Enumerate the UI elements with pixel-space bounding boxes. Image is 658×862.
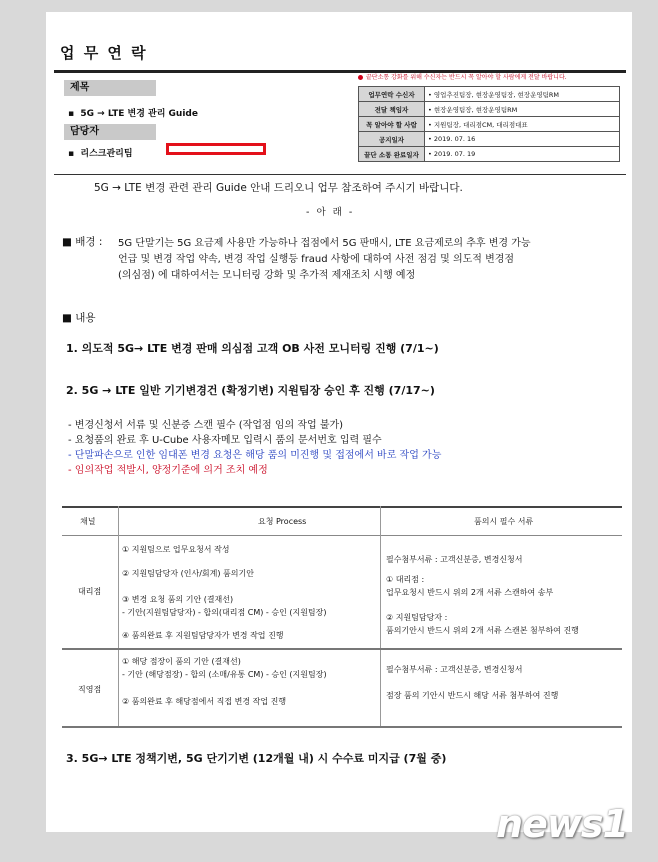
section-3: 3. 5G→ LTE 정책기변, 5G 단기기변 (12개월 내) 시 수수료 미지급 (7월 중) xyxy=(66,752,447,765)
table-row xyxy=(359,87,620,102)
owner-label: 담당자 xyxy=(64,124,156,140)
process-step: - 기안(지원팀담당자) - 합의(대리점 CM) - 승인 (지원팀장) xyxy=(122,608,327,617)
doc-req: ① 대리점 : xyxy=(386,575,425,584)
list-item: - 요청품의 완료 후 U-Cube 사용자메모 입력시 품의 문서번호 입력 필수 xyxy=(68,435,382,446)
process-step: ① 지원팀으로 업무요청서 작성 xyxy=(122,545,230,554)
row-divider xyxy=(62,648,622,650)
list-item: - 단말파손으로 인한 임대폰 변경 요청은 해당 품의 미진행 및 접점에서 바로 작업 가능 xyxy=(68,450,442,461)
subject-text: 5G → LTE 변경 관리 Guide xyxy=(80,109,198,119)
process-table xyxy=(62,506,622,728)
section-2: 2. 5G → LTE 일반 기기변경건 (확정기변) 지원팀장 승인 후 진행 (7/17~) xyxy=(66,384,435,397)
background-line: (의심점) 에 대하여서는 모니터링 강화 및 추가적 제재조치 시행 예정 xyxy=(118,270,416,281)
info-key: 전달 책임자 xyxy=(359,102,425,117)
col-divider xyxy=(118,506,119,728)
subject-label: 제목 xyxy=(64,80,156,96)
below-heading: - 아 래 - xyxy=(306,207,355,218)
process-step: ④ 품의완료 후 지원팀담당자가 변경 작업 진행 xyxy=(122,631,284,640)
info-key: 업무연락 수신자 xyxy=(359,87,425,102)
table-row xyxy=(359,147,620,162)
header-divider xyxy=(54,174,626,175)
doc-req: 필수첨부서류 : 고객신분증, 변경신청서 xyxy=(386,665,523,674)
channel-agency: 대리점 xyxy=(78,587,102,596)
row-divider xyxy=(62,726,622,728)
background-line: 언급 및 변경 작업 약속, 변경 작업 실행등 fraud 사항에 대하여 사전 점검 및 의도적 변경점 xyxy=(118,254,515,265)
doc-req: 필수첨부서류 : 고객신분증, 변경신청서 xyxy=(386,555,523,564)
redaction-box xyxy=(166,143,266,155)
doc-req: 품의기안시 반드시 위의 2개 서류 스캔본 첨부하여 진행 xyxy=(386,626,579,635)
info-value: • 2019. 07. 16 xyxy=(425,132,620,147)
background-line: 5G 단말기는 5G 요금제 사용만 가능하나 접점에서 5G 판매시, LTE 요금제로의 추후 변경 가능 xyxy=(118,238,531,249)
list-item: - 임의작업 적발시, 양정기준에 의거 조치 예정 xyxy=(68,465,268,476)
info-key: 끝단 소통 완료일자 xyxy=(359,147,425,162)
process-step: ① 해당 점장이 품의 기안 (결재선) xyxy=(122,657,241,666)
process-table-header xyxy=(62,506,622,536)
doc-req: 점장 품의 기안시 반드시 해당 서류 첨부하여 진행 xyxy=(386,691,559,700)
info-value: • 지원팀장, 대리점CM, 대리점대표 xyxy=(425,117,620,132)
notice-text: 끝단소통 강화를 위해 수신자는 반드시 꼭 알아야 할 사람에게 전달 바랍니다. xyxy=(366,74,567,81)
table-row xyxy=(359,132,620,147)
top-margin xyxy=(0,0,658,12)
doc-req: ② 지원팀담당자 : xyxy=(386,613,448,622)
document-page xyxy=(46,12,632,832)
subject-value: ▪ 5G → LTE 변경 관리 Guide xyxy=(68,109,198,119)
content-label: ■ 내용 xyxy=(62,312,96,324)
doc-req: 업무요청시 반드시 위의 2개 서류 스캔하여 송부 xyxy=(386,588,554,597)
intro-text: 5G → LTE 변경 관련 관리 Guide 안내 드리오니 업무 참조하여 주시기 바랍니다. xyxy=(94,182,463,194)
info-value: • 영업추진팀장, 현장운영팀장, 현장운영팀RM xyxy=(425,87,620,102)
news1-logo: news1 xyxy=(496,802,628,846)
owner-value: ▪ 리스크관리팀 xyxy=(68,149,133,159)
info-key: 꼭 알아야 할 사람 xyxy=(359,117,425,132)
info-key: 공지일자 xyxy=(359,132,425,147)
channel-direct: 직영점 xyxy=(78,685,102,694)
notice xyxy=(358,72,567,81)
col-process: 요청 Process xyxy=(258,517,307,526)
list-item: - 변경신청서 서류 및 신분증 스캔 필수 (작업점 임의 작업 불가) xyxy=(68,420,344,431)
col-docs: 품의시 필수 서류 xyxy=(474,517,534,526)
col-divider xyxy=(380,506,381,728)
doc-title: 업 무 연 락 xyxy=(60,44,148,62)
red-dot-icon xyxy=(358,75,363,80)
table-row xyxy=(359,117,620,132)
distribution-table xyxy=(358,86,620,162)
process-step: ② 지원팀담당자 (인사/회계) 품의기안 xyxy=(122,569,254,578)
right-margin xyxy=(632,0,658,862)
info-value: • 2019. 07. 19 xyxy=(425,147,620,162)
info-value: • 현장운영팀장, 현장운영팀RM xyxy=(425,102,620,117)
owner-text: 리스크관리팀 xyxy=(80,149,133,159)
col-channel: 채널 xyxy=(80,517,96,526)
background-label: ■ 배경 : xyxy=(62,236,103,248)
process-step: ③ 변경 요청 품의 기안 (결재선) xyxy=(122,595,234,604)
left-margin xyxy=(0,0,46,862)
process-step: - 기안 (해당점장) - 합의 (소매/유통 CM) - 승인 (지원팀장) xyxy=(122,670,327,679)
table-row xyxy=(359,102,620,117)
process-step: ② 품의완료 후 해당점에서 직접 변경 작업 진행 xyxy=(122,697,287,706)
section-1: 1. 의도적 5G→ LTE 변경 판매 의심점 고객 OB 사전 모니터링 진행 (7/1~) xyxy=(66,342,439,355)
